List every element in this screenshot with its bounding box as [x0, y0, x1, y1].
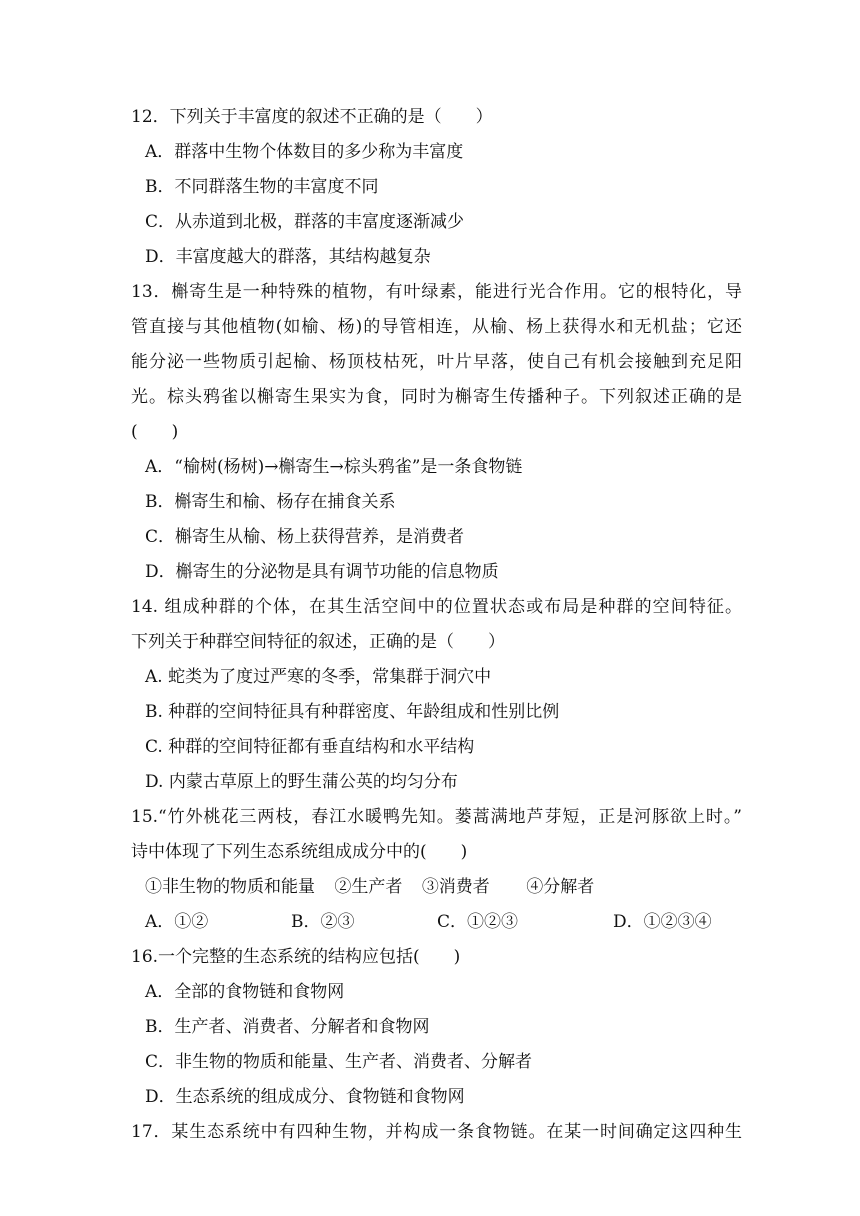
option-b: B．不同群落生物的丰富度不同 — [145, 177, 379, 197]
option-c: C．非生物的物质和能量、生产者、消费者、分解者 — [145, 1052, 533, 1072]
statement-list — [131, 870, 742, 905]
question-stem-line: 诗中体现了下列生态系统组成成分中的( ) — [131, 842, 468, 862]
question-13 — [131, 275, 742, 590]
option-a: A．全部的食物链和食物网 — [145, 982, 345, 1002]
question-stem-line: 15.“竹外桃花三两枝，春江水暖鸭先知。蒌蒿满地芦芽短，正是河豚欲上时。” — [131, 807, 742, 827]
question-17 — [131, 1115, 742, 1150]
question-stem-line: 下列关于种群空间特征的叙述，正确的是（ ） — [131, 632, 505, 652]
question-stem-line: ( ) — [131, 422, 179, 442]
option-b: B. 种群的空间特征具有种群密度、年龄组成和性别比例 — [145, 702, 560, 722]
option-d: D．槲寄生的分泌物是具有调节功能的信息物质 — [145, 562, 499, 582]
question-stem-line: 14. 组成种群的个体，在其生活空间中的位置状态或布局是种群的空间特征。 — [131, 597, 742, 617]
choice-d: D．①②③④ — [613, 912, 712, 932]
option-b: B．槲寄生和榆、杨存在捕食关系 — [145, 492, 396, 512]
statement-2: ②生产者 — [334, 877, 403, 897]
question-stem-line: 光。棕头鸦雀以槲寄生果实为食，同时为槲寄生传播种子。下列叙述正确的是 — [131, 387, 742, 407]
option-a: A．群落中生物个体数目的多少称为丰富度 — [145, 142, 464, 162]
question-stem-line: 17．某生态系统中有四种生物，并构成一条食物链。在某一时间确定这四种生 — [131, 1122, 742, 1142]
choice-b: B．②③ — [291, 912, 355, 932]
choice-row — [131, 905, 742, 940]
question-14 — [131, 590, 742, 800]
option-b: B．生产者、消费者、分解者和食物网 — [145, 1017, 430, 1037]
statement-4: ④分解者 — [509, 877, 595, 897]
option-c: C．从赤道到北极，群落的丰富度逐渐减少 — [145, 212, 465, 232]
question-12 — [131, 100, 742, 275]
option-d: D．生态系统的组成成分、食物链和食物网 — [145, 1087, 465, 1107]
option-d: D．丰富度越大的群落，其结构越复杂 — [145, 247, 431, 267]
statement-1: ①非生物的物质和能量 — [145, 877, 315, 897]
option-c: C．槲寄生从榆、杨上获得营养，是消费者 — [145, 527, 465, 547]
option-a: A．“榆树(杨树)→槲寄生→棕头鸦雀”是一条食物链 — [145, 457, 523, 477]
question-stem: 12．下列关于丰富度的叙述不正确的是（ ） — [131, 107, 493, 127]
question-16 — [131, 940, 742, 1115]
option-d: D. 内蒙古草原上的野生蒲公英的均匀分布 — [145, 772, 458, 792]
question-15 — [131, 800, 742, 940]
question-stem-line: 13．槲寄生是一种特殊的植物，有叶绿素，能进行光合作用。它的根特化，导 — [131, 282, 742, 302]
question-stem-line: 管直接与其他植物(如榆、杨)的导管相连，从榆、杨上获得水和无机盐；它还 — [131, 317, 742, 337]
choice-c: C．①②③ — [437, 912, 519, 932]
option-c: C. 种群的空间特征都有垂直结构和水平结构 — [145, 737, 475, 757]
question-stem-line: 能分泌一些物质引起榆、杨顶枝枯死，叶片早落，使自己有机会接触到充足阳 — [131, 352, 742, 372]
choice-a: A．①② — [145, 912, 209, 932]
question-stem: 16.一个完整的生态系统的结构应包括( ) — [131, 947, 461, 967]
statement-3: ③消费者 — [421, 877, 490, 897]
option-a: A. 蛇类为了度过严寒的冬季，常集群于洞穴中 — [145, 667, 492, 687]
